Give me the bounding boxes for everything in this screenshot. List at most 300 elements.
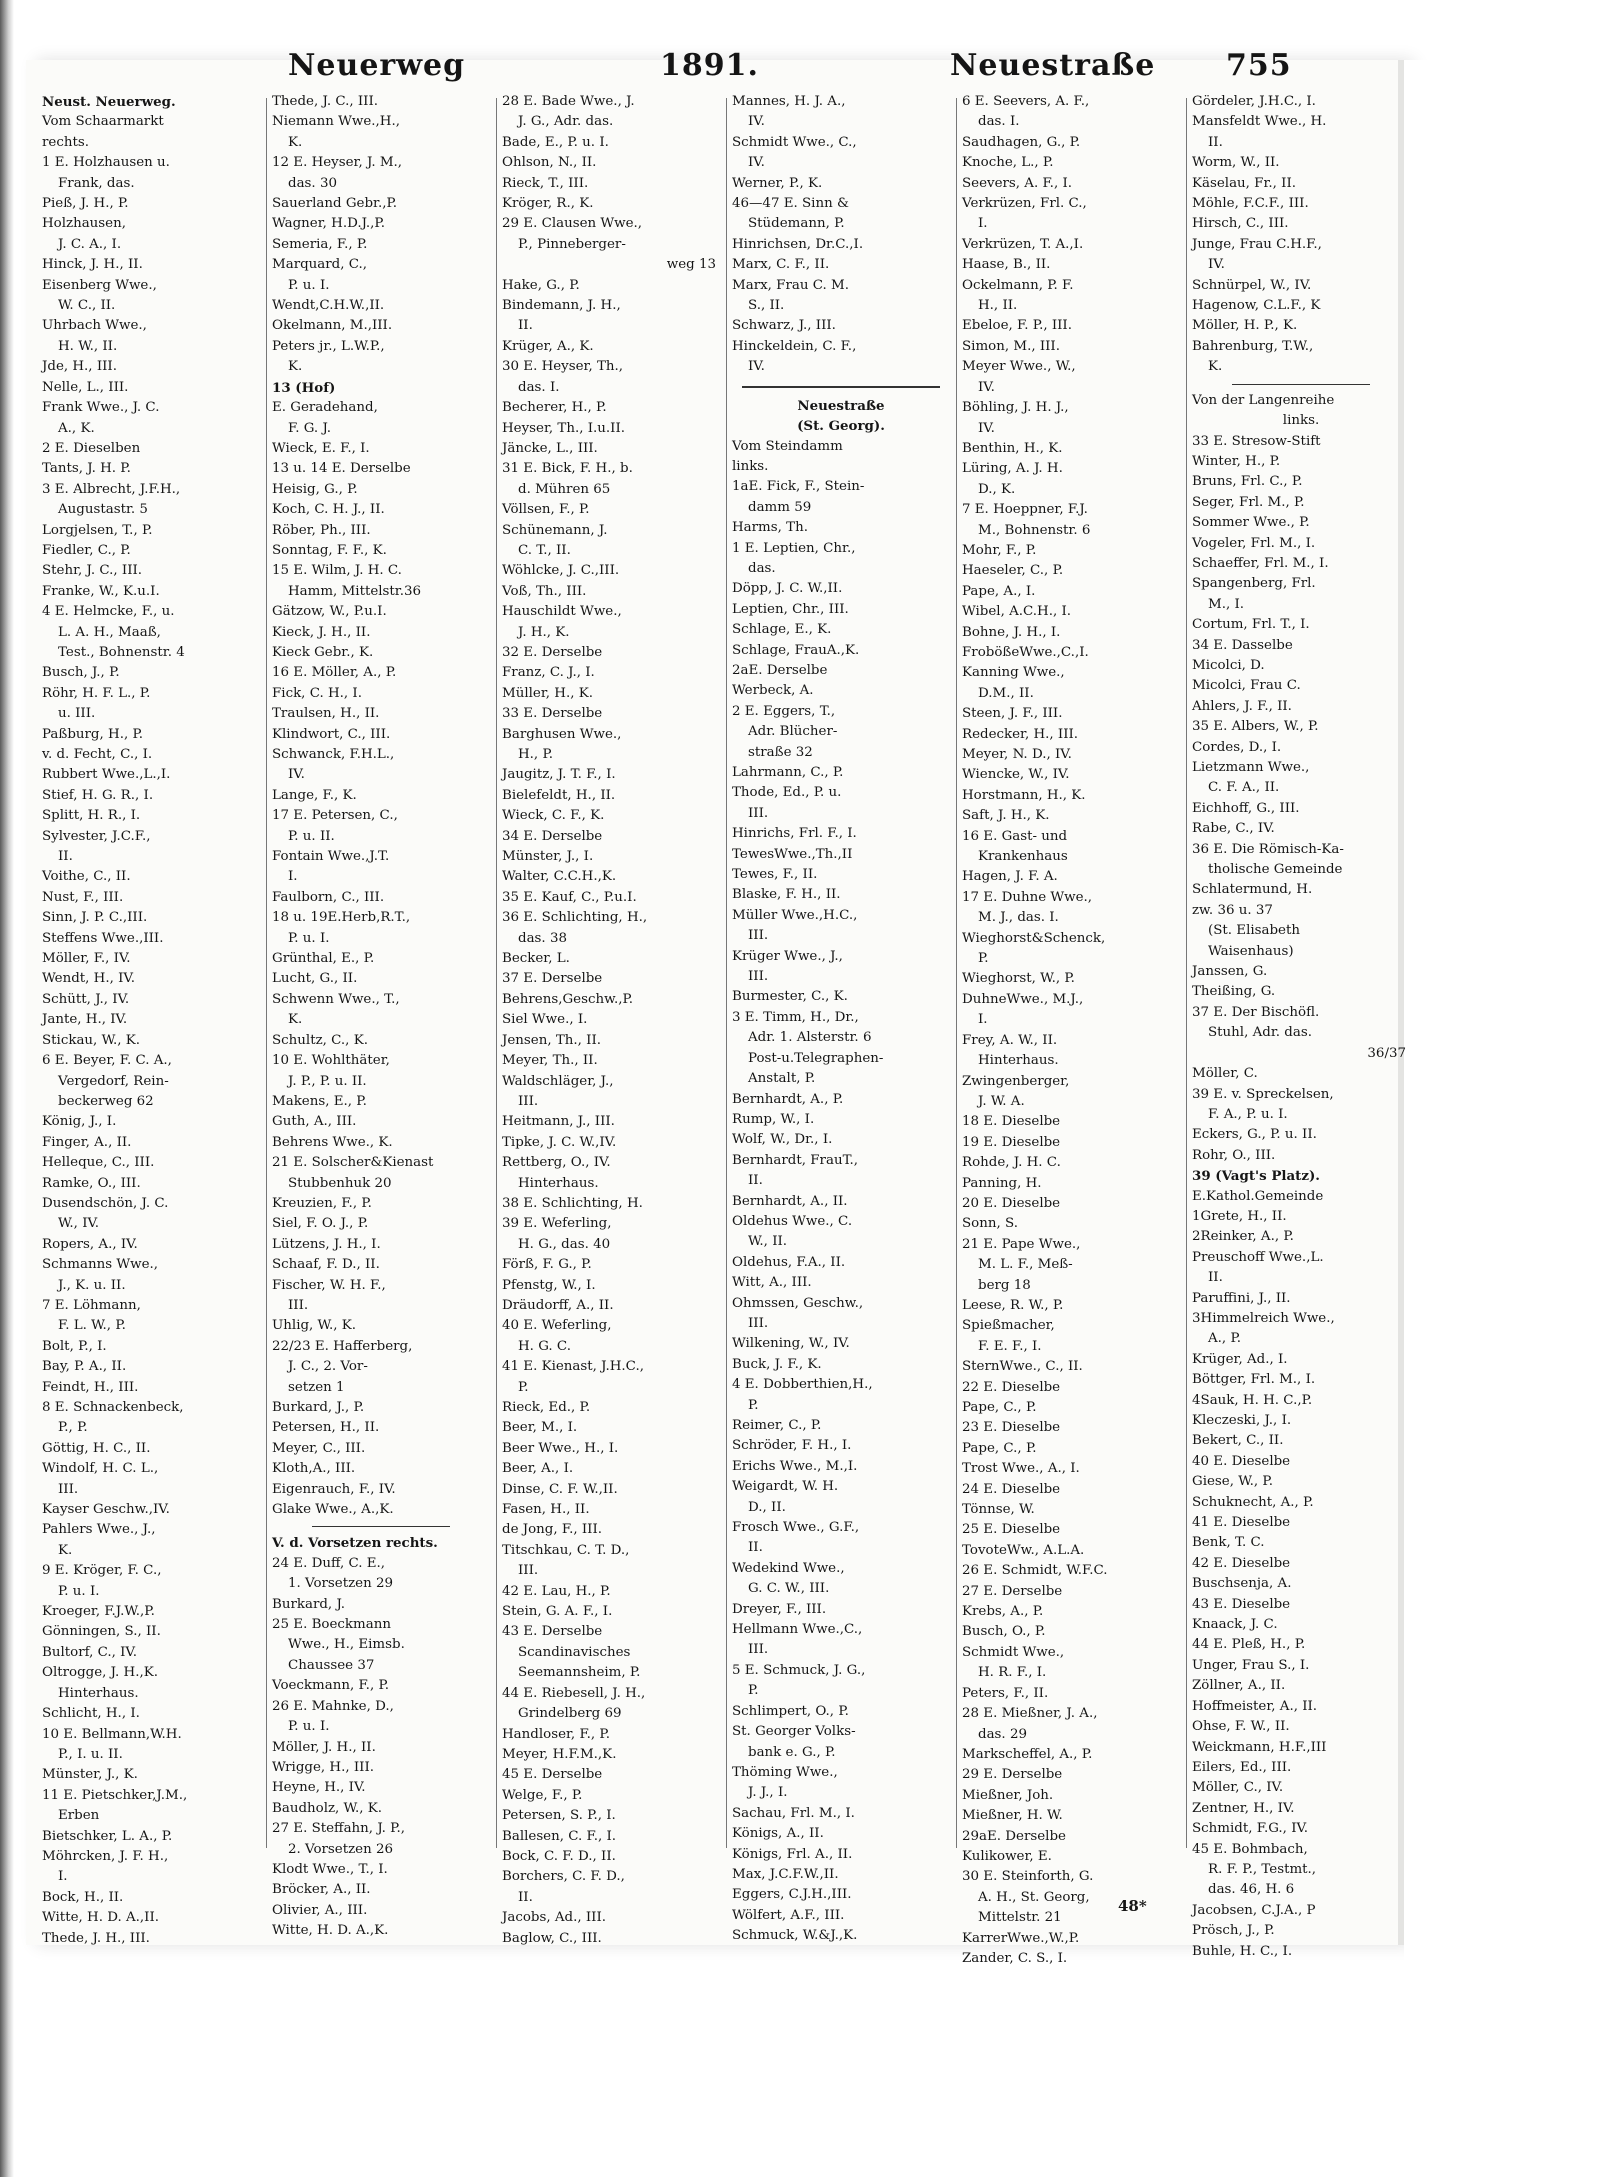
directory-entry: Hinck, J. H., II.	[42, 257, 143, 273]
directory-entry: Titschkau, C. T. D.,	[502, 1542, 630, 1558]
directory-entry: Frank Wwe., J. C.	[42, 400, 160, 416]
directory-entry: Krüger, A., K.	[502, 338, 594, 354]
directory-entry: 40 E. Weferling,	[502, 1318, 612, 1334]
directory-entry: Tönnse, W.	[962, 1502, 1035, 1518]
directory-entry: Haeseler, C., P.	[962, 563, 1064, 579]
directory-entry: III.	[288, 1297, 309, 1313]
directory-entry: Kroeger, F.J.W.,P.	[42, 1604, 155, 1620]
directory-entry: 17 E. Duhne Wwe.,	[962, 889, 1093, 905]
directory-entry: 21 E. Pape Wwe.,	[962, 1236, 1081, 1252]
directory-entry: II.	[1208, 134, 1223, 150]
directory-entry: Marquard, C.,	[272, 257, 368, 273]
directory-entry: Jacobs, Ad., III.	[502, 1910, 607, 1926]
directory-entry: 1aE. Fick, F., Stein-	[732, 479, 865, 495]
directory-entry: Janssen, G.	[1192, 964, 1268, 980]
section-heading: 39 (Vagt's Platz).	[1192, 1168, 1320, 1185]
directory-entry: Bay, P. A., II.	[42, 1359, 127, 1375]
directory-entry: K.	[288, 134, 303, 150]
directory-entry: 25 E. Boeckmann	[272, 1617, 391, 1633]
directory-entry: Bietschker, L. A., P.	[42, 1828, 173, 1844]
directory-entry: König, J., I.	[42, 1114, 117, 1130]
directory-entry: 22/23 E. Hafferberg,	[272, 1338, 413, 1354]
directory-entry: Meyer Wwe., W.,	[962, 359, 1076, 375]
directory-entry: Lietzmann Wwe.,	[1192, 760, 1310, 775]
directory-entry: Pieß, J. H., P.	[42, 196, 129, 212]
directory-entry: Junge, Frau C.H.F.,	[1192, 236, 1322, 252]
directory-entry: 32 E. Derselbe	[502, 644, 603, 660]
directory-entry: 36 E. Die Römisch-Ka-	[1192, 841, 1344, 857]
directory-entry: III.	[748, 1315, 769, 1331]
directory-entry: Handloser, F., P.	[502, 1726, 610, 1742]
directory-entry: 1Grete, H., II.	[1192, 1208, 1287, 1224]
directory-entry: 28 E. Mießner, J. A.,	[962, 1706, 1098, 1722]
directory-entry: Buhle, H. C., I.	[1192, 1943, 1293, 1959]
directory-entry: 45 E. Derselbe	[502, 1767, 603, 1783]
directory-entry: Witte, H. D. A.,K.	[272, 1923, 389, 1939]
directory-entry: K.	[288, 1012, 303, 1028]
directory-entry: Ahlers, J. F., II.	[1192, 698, 1292, 714]
directory-entry: links.	[732, 458, 769, 474]
directory-entry: 34 E. Dasselbe	[1192, 637, 1293, 653]
directory-entry: Bielefeldt, H., II.	[502, 787, 616, 803]
directory-entry: Hinrichsen, Dr.C.,I.	[732, 236, 864, 252]
directory-entry: 25 E. Dieselbe	[962, 1522, 1061, 1538]
year-heading: 1891.	[660, 48, 759, 83]
directory-entry: Semeria, F., P.	[272, 236, 368, 252]
directory-entry: 3Himmelreich Wwe.,	[1192, 1310, 1335, 1326]
directory-entry: Gönningen, S., II.	[42, 1624, 161, 1640]
directory-entry: D., K.	[978, 481, 1016, 497]
directory-entry: M., Bohnenstr. 6	[978, 522, 1091, 538]
directory-entry: Dreyer, F., III.	[732, 1601, 827, 1617]
directory-entry: 40 E. Dieselbe	[1192, 1453, 1291, 1469]
directory-entry: das. 29	[978, 1726, 1027, 1742]
directory-entry: Bruns, Frl. C., P.	[1192, 474, 1303, 490]
directory-entry: Gördeler, J.H.C., I.	[1192, 94, 1316, 109]
directory-entry: Königs, A., II.	[732, 1826, 824, 1842]
directory-entry: W., II.	[748, 1234, 788, 1250]
directory-entry: TewesWwe.,Th.,II	[732, 846, 853, 862]
directory-entry: Möller, C., IV.	[1192, 1780, 1284, 1796]
directory-entry: Spangenberg, Frl.	[1192, 576, 1316, 592]
directory-entry: Thede, J. H., III.	[42, 1930, 150, 1946]
directory-entry: Bernhardt, FrauT.,	[732, 1152, 859, 1168]
directory-entry: Bade, E., P. u. I.	[502, 134, 609, 150]
directory-entry: Frey, A. W., II.	[962, 1032, 1058, 1048]
section-heading: (St. Georg).	[797, 418, 885, 435]
directory-entry: Heitmann, J., III.	[502, 1114, 615, 1130]
directory-entry: Wolf, W., Dr., I.	[732, 1132, 833, 1148]
directory-entry: D.M., II.	[978, 685, 1034, 701]
directory-entry: Vergedorf, Rein-	[58, 1073, 169, 1089]
directory-entry: Test., Bohnenstr. 4	[58, 644, 185, 660]
directory-entry: 10 E. Wohlthäter,	[272, 1053, 390, 1069]
directory-entry: Redecker, H., III.	[962, 726, 1079, 742]
directory-entry: Becker, L.	[502, 951, 570, 967]
directory-entry: H., P.	[518, 747, 553, 762]
directory-entry: (St. Elisabeth	[1208, 923, 1300, 939]
directory-entry: Sommer Wwe., P.	[1192, 515, 1310, 531]
directory-entry: Lorgjelsen, T., P.	[42, 522, 153, 538]
directory-entry: J. H., K.	[518, 624, 570, 640]
directory-entry: Sylvester, J.C.F.,	[42, 828, 151, 844]
directory-entry: Franke, W., K.u.I.	[42, 583, 160, 599]
directory-entry: Nust, F., III.	[42, 889, 124, 905]
directory-entry: Lucht, G., II.	[272, 971, 358, 987]
directory-entry: Münster, J., I.	[502, 849, 594, 865]
directory-entry: H. R. F., I.	[978, 1665, 1047, 1681]
column-1	[42, 92, 260, 1946]
directory-entry: Wieghorst&Schenck,	[962, 930, 1106, 946]
directory-entry: 36/37	[1367, 1045, 1406, 1061]
directory-entry: Von der Langenreihe	[1192, 392, 1335, 408]
directory-entry: damm 59	[748, 499, 812, 515]
directory-entry: 43 E. Dieselbe	[1192, 1596, 1291, 1612]
directory-entry: Chaussee 37	[288, 1657, 375, 1673]
directory-entry: Adr. 1. Alsterstr. 6	[748, 1030, 872, 1046]
directory-entry: 29 E. Derselbe	[962, 1767, 1063, 1783]
directory-entry: H. W., II.	[58, 338, 118, 354]
directory-entry: Franz, C. J., I.	[502, 665, 595, 681]
directory-entry: II.	[518, 318, 533, 334]
directory-entry: Zentner, H., IV.	[1192, 1800, 1295, 1816]
directory-entry: 21 E. Solscher&Kienast	[272, 1155, 434, 1171]
directory-entry: 3 E. Timm, H., Dr.,	[732, 1009, 859, 1025]
directory-entry: 28 E. Bade Wwe., J.	[502, 94, 635, 109]
directory-entry: 36 E. Schlichting, H.,	[502, 910, 648, 926]
directory-entry: Haase, B., II.	[962, 257, 1051, 273]
directory-entry: das. I.	[518, 379, 560, 395]
directory-entry: Helleque, C., III.	[42, 1155, 155, 1171]
street-title-left: Neuerweg	[288, 48, 466, 83]
directory-entry: Nelle, L., III.	[42, 379, 129, 395]
directory-entry: u. III.	[58, 706, 96, 722]
directory-entry: TovoteWw., A.L.A.	[962, 1542, 1085, 1558]
directory-entry: Wölfert, A.F., III.	[732, 1907, 845, 1923]
directory-entry: weg 13	[666, 257, 716, 273]
directory-entry: Bock, H., II.	[42, 1889, 124, 1905]
directory-entry: Kleczeski, J., I.	[1192, 1413, 1292, 1428]
directory-entry: Paßburg, H., P.	[42, 726, 144, 742]
directory-entry: F. L. W., P.	[58, 1318, 126, 1334]
directory-entry: Fick, C. H., I.	[272, 685, 362, 701]
directory-entry: Unger, Frau S., I.	[1192, 1657, 1310, 1673]
directory-entry: Ballesen, C. F., I.	[502, 1828, 617, 1844]
directory-entry: Königs, Frl. A., II.	[732, 1846, 853, 1862]
directory-entry: 41 E. Dieselbe	[1192, 1515, 1291, 1531]
directory-entry: III.	[748, 1642, 769, 1658]
directory-entry: 16 E. Möller, A., P.	[272, 665, 397, 681]
directory-entry: KarrerWwe.,W.,P.	[962, 1930, 1080, 1946]
directory-entry: III.	[518, 1093, 539, 1109]
directory-entry: Hoffmeister, A., II.	[1192, 1698, 1318, 1714]
directory-entry: Seevers, A. F., I.	[962, 175, 1073, 191]
directory-entry: I.	[58, 1869, 68, 1885]
directory-entry: Schaaf, F. D., II.	[272, 1257, 380, 1273]
directory-entry: P.	[978, 951, 989, 967]
directory-entry: Ropers, A., IV.	[42, 1236, 138, 1252]
directory-entry: d. Mühren 65	[518, 481, 611, 497]
directory-entry: Seemannsheim, P.	[518, 1665, 641, 1681]
directory-entry: Augustastr. 5	[58, 502, 148, 518]
directory-entry: Bolt, P., I.	[42, 1338, 107, 1354]
directory-entry: Böttger, Frl. M., I.	[1192, 1372, 1316, 1388]
directory-entry: 7 E. Hoeppner, F.J.	[962, 502, 1088, 518]
directory-entry: Grünthal, E., P.	[272, 951, 375, 967]
directory-entry: D., II.	[748, 1499, 786, 1515]
directory-entry: III.	[748, 928, 769, 944]
directory-entry: Wagner, H.D.J.,P.	[272, 216, 385, 232]
directory-entry: Werner, P., K.	[732, 175, 823, 191]
directory-entry: Kröger, R., K.	[502, 196, 594, 212]
directory-entry: Koch, C. H. J., II.	[272, 502, 385, 518]
directory-entry: Werbeck, A.	[732, 683, 814, 699]
directory-entry: 1 E. Leptien, Chr.,	[732, 540, 856, 556]
directory-entry: 37 E. Derselbe	[502, 971, 603, 987]
section-heading: V. d. Vorsetzen rechts.	[272, 1535, 438, 1552]
directory-entry: Theißing, G.	[1192, 984, 1276, 1000]
directory-entry: 2 E. Eggers, T.,	[732, 703, 836, 719]
directory-entry: Waisenhaus)	[1208, 943, 1294, 959]
directory-entry: Wieghorst, W., P.	[962, 971, 1075, 987]
directory-entry: Vom Schaarmarkt	[42, 114, 164, 130]
column-3	[502, 92, 720, 1946]
directory-entry: Schultz, C., K.	[272, 1032, 368, 1048]
directory-entry: Schwanck, F.H.L.,	[272, 747, 395, 762]
directory-entry: Eisenberg Wwe.,	[42, 277, 157, 293]
directory-entry: Stubbenhuk 20	[288, 1175, 392, 1191]
directory-entry: 38 E. Schlichting, H.	[502, 1195, 643, 1211]
directory-entry: Völlsen, F., P.	[502, 502, 590, 518]
directory-entry: Hellmann Wwe.,C.,	[732, 1622, 863, 1638]
directory-entry: Meyer, H.F.M.,K.	[502, 1746, 617, 1762]
section-heading: Neuestraße	[797, 397, 885, 414]
directory-entry: J. P., P. u. II.	[288, 1073, 367, 1089]
directory-entry: 39 E. v. Spreckelsen,	[1192, 1086, 1334, 1102]
directory-entry: Voeckmann, F., P.	[272, 1678, 390, 1694]
directory-entry: 22 E. Dieselbe	[962, 1379, 1061, 1395]
directory-entry: IV.	[978, 420, 995, 436]
directory-entry: Burkard, J., P.	[272, 1400, 365, 1415]
directory-entry: F. G. J.	[288, 420, 332, 436]
directory-entry: Zander, C. S., I.	[962, 1950, 1068, 1966]
directory-entry: Böhling, J. H. J.,	[962, 400, 1069, 416]
directory-entry: v. d. Fecht, C., I.	[42, 747, 153, 762]
directory-entry: 31 E. Bick, F. H., b.	[502, 461, 633, 477]
directory-entry: Tewes, F., II.	[732, 867, 818, 883]
directory-entry: III.	[518, 1563, 539, 1579]
directory-entry: P.	[748, 1397, 759, 1413]
directory-entry: Möller, J. H., II.	[272, 1739, 376, 1755]
directory-entry: Peters jr., L.W.P.,	[272, 338, 385, 354]
directory-entry: 11 E. Pietschker,J.M.,	[42, 1787, 188, 1803]
directory-entry: W. C., II.	[58, 298, 116, 314]
directory-entry: Reimer, C., P.	[732, 1418, 822, 1433]
directory-entry: Beer, A., I.	[502, 1461, 574, 1477]
directory-entry: 27 E. Derselbe	[962, 1583, 1063, 1599]
directory-entry: Röber, Ph., III.	[272, 522, 371, 538]
directory-entry: Wibel, A.C.H., I.	[962, 604, 1072, 620]
directory-entry: Windolf, H. C. L.,	[42, 1461, 159, 1477]
directory-entry: Mohr, F., P.	[962, 542, 1037, 558]
directory-entry: 33 E. Stresow-Stift	[1192, 433, 1321, 449]
directory-entry: H., II.	[978, 298, 1018, 314]
directory-entry: Schmuck, W.&J.,K.	[732, 1928, 858, 1944]
street-title-right: Neuestraße	[950, 48, 1156, 83]
directory-entry: Behrens Wwe., K.	[272, 1134, 393, 1150]
directory-entry: Marx, C. F., II.	[732, 257, 830, 273]
directory-entry: berg 18	[978, 1277, 1031, 1293]
directory-entry: FrobößeWwe.,C.,I.	[962, 644, 1089, 660]
directory-entry: Sinn, J. P. C.,III.	[42, 910, 148, 926]
directory-entry: 20 E. Dieselbe	[962, 1195, 1061, 1211]
directory-entry: Beer, M., I.	[502, 1420, 578, 1436]
directory-entry: 24 E. Dieselbe	[962, 1481, 1061, 1497]
directory-entry: Hagen, J. F. A.	[962, 869, 1058, 885]
directory-entry: Bahrenburg, T.W.,	[1192, 338, 1314, 354]
directory-entry: Okelmann, M.,III.	[272, 318, 393, 334]
directory-entry: P. u. I.	[288, 930, 330, 946]
directory-entry: A., P.	[1208, 1331, 1241, 1347]
directory-entry: Dusendschön, J. C.	[42, 1195, 169, 1211]
directory-entry: 12 E. Heyser, J. M.,	[272, 155, 403, 171]
directory-entry: bank e. G., P.	[748, 1744, 836, 1760]
directory-entry: 13 u. 14 E. Derselbe	[272, 461, 411, 477]
directory-entry: IV.	[288, 767, 305, 783]
directory-entry: Schuknecht, A., P.	[1192, 1494, 1314, 1510]
directory-entry: Meyer, N. D., IV.	[962, 747, 1072, 762]
directory-entry: Cortum, Frl. T., I.	[1192, 617, 1310, 633]
directory-entry: 33 E. Derselbe	[502, 706, 603, 722]
directory-entry: A., K.	[58, 420, 95, 436]
directory-entry: 35 E. Albers, W., P.	[1192, 719, 1319, 735]
directory-entry: II.	[58, 849, 73, 865]
directory-entry: Jde, H., III.	[42, 359, 117, 375]
directory-entry: Klodt Wwe., T., I.	[272, 1861, 388, 1877]
directory-entry: Leptien, Chr., III.	[732, 601, 849, 617]
directory-entry: Müller, H., K.	[502, 685, 593, 701]
directory-entry: Verkrüzen, T. A.,I.	[962, 236, 1084, 252]
directory-entry: P. u. I.	[58, 1583, 100, 1599]
directory-entry: 18 u. 19E.Herb,R.T.,	[272, 910, 411, 926]
directory-entry: Röhr, H. F. L., P.	[42, 685, 151, 701]
directory-entry: Petersen, S. P., I.	[502, 1808, 616, 1824]
column-4	[732, 92, 950, 1944]
directory-entry: Wwe., H., Eimsb.	[288, 1637, 405, 1653]
directory-entry: DuhneWwe., M.J.,	[962, 991, 1084, 1007]
directory-entry: Mießner, Joh.	[962, 1787, 1054, 1803]
directory-entry: Wieck, C. F., K.	[502, 808, 605, 824]
directory-entry: IV.	[748, 114, 765, 130]
directory-entry: 44 E. Riebesell, J. H.,	[502, 1685, 646, 1701]
directory-entry: Siel, F. O. J., P.	[272, 1216, 369, 1232]
directory-entry: IV.	[1208, 257, 1225, 273]
directory-entry: Rubbert Wwe.,L.,I.	[42, 767, 171, 783]
directory-entry: Erichs Wwe., M.,I.	[732, 1458, 858, 1474]
directory-entry: Steen, J. F., III.	[962, 706, 1063, 722]
directory-entry: Krüger, Ad., I.	[1192, 1351, 1288, 1367]
directory-entry: II.	[518, 1889, 533, 1905]
directory-entry: M. J., das. I.	[978, 910, 1059, 926]
directory-entry: 35 E. Kauf, C., P.u.I.	[502, 889, 637, 905]
directory-entry: das. 46, H. 6	[1208, 1882, 1295, 1898]
directory-entry: Oldehus, F.A., II.	[732, 1254, 846, 1270]
directory-entry: 7 E. Löhmann,	[42, 1297, 141, 1313]
directory-entry: Sauerland Gebr.,P.	[272, 196, 398, 212]
directory-entry: Rohr, O., III.	[1192, 1147, 1276, 1163]
directory-entry: Krankenhaus	[978, 849, 1068, 865]
directory-entry: 18 E. Dieselbe	[962, 1114, 1061, 1130]
directory-entry: Krüger Wwe., J.,	[732, 948, 843, 964]
directory-entry: Steffens Wwe.,III.	[42, 930, 164, 946]
directory-entry: Schaeffer, Frl. M., I.	[1192, 555, 1329, 571]
directory-entry: P., Pinneberger-	[518, 236, 626, 252]
directory-entry: J., K. u. II.	[58, 1277, 126, 1293]
directory-entry: K.	[1208, 359, 1223, 375]
directory-entry: I.	[288, 869, 298, 885]
directory-entry: P., P.	[58, 1420, 88, 1436]
directory-entry: Rieck, T., III.	[502, 175, 589, 191]
directory-entry: Vom Steindamm	[732, 438, 843, 454]
directory-entry: IV.	[748, 359, 765, 375]
directory-entry: Kloth,A., III.	[272, 1461, 356, 1477]
directory-entry: Jante, H., IV.	[42, 1012, 128, 1028]
directory-entry: Hinterhaus.	[58, 1685, 139, 1701]
directory-entry: 3 E. Albrecht, J.F.H.,	[42, 481, 181, 497]
directory-entry: III.	[58, 1481, 79, 1497]
directory-entry: Siel Wwe., I.	[502, 1012, 588, 1028]
directory-entry: Heyser, Th., I.u.II.	[502, 420, 625, 436]
directory-entry: Dinse, C. F. W.,II.	[502, 1481, 618, 1497]
directory-entry: Scandinavisches	[518, 1644, 631, 1660]
directory-entry: Göttig, H. C., II.	[42, 1440, 151, 1456]
directory-entry: Döpp, J. C. W.,II.	[732, 581, 843, 597]
directory-entry: Bindemann, J. H.,	[502, 298, 621, 314]
directory-entry: Fasen, H., II.	[502, 1502, 590, 1518]
directory-entry: Tants, J. H. P.	[42, 461, 131, 477]
directory-entry: beckerweg 62	[58, 1093, 154, 1109]
directory-entry: Hirsch, C., III.	[1192, 216, 1289, 232]
sheet-signature: 48*	[1118, 1897, 1147, 1915]
directory-entry: 15 E. Wilm, J. H. C.	[272, 563, 402, 579]
directory-entry: Wendt, H., IV.	[42, 971, 136, 987]
directory-entry: Thöming Wwe.,	[732, 1764, 838, 1780]
directory-entry: E. Geradehand,	[272, 400, 378, 416]
directory-entry: 39 E. Weferling,	[502, 1216, 612, 1232]
directory-entry: F. A., P. u. I.	[1208, 1106, 1288, 1122]
directory-entry: 37 E. Der Bischöfl.	[1192, 1004, 1320, 1020]
directory-entry: Schmidt, F.G., IV.	[1192, 1821, 1309, 1837]
directory-entry: Jaugitz, J. T. F., I.	[502, 767, 616, 783]
directory-entry: Voithe, C., II.	[42, 869, 131, 885]
directory-entry: Hinrichs, Frl. F., I.	[732, 826, 857, 842]
directory-entry: 27 E. Steffahn, J. P.,	[272, 1821, 405, 1837]
directory-entry: Schütt, J., IV.	[42, 991, 130, 1007]
directory-entry: J. J., I.	[748, 1785, 788, 1801]
section-rule	[742, 386, 940, 388]
directory-entry: St. Georger Volks-	[732, 1724, 856, 1740]
directory-entry: 6 E. Seevers, A. F.,	[962, 94, 1090, 109]
column-divider	[726, 98, 727, 1848]
directory-entry: L. A. H., Maaß,	[58, 624, 161, 640]
directory-entry: Mannes, H. J. A.,	[732, 94, 846, 109]
directory-entry: Bultorf, C., IV.	[42, 1644, 137, 1660]
directory-entry: 29aE. Derselbe	[962, 1828, 1066, 1844]
directory-entry: Hauschildt Wwe.,	[502, 604, 622, 620]
directory-entry: Kanning Wwe.,	[962, 665, 1065, 681]
directory-entry: 41 E. Kienast, J.H.C.,	[502, 1359, 644, 1375]
directory-entry: Witte, H. D. A.,II.	[42, 1910, 159, 1926]
